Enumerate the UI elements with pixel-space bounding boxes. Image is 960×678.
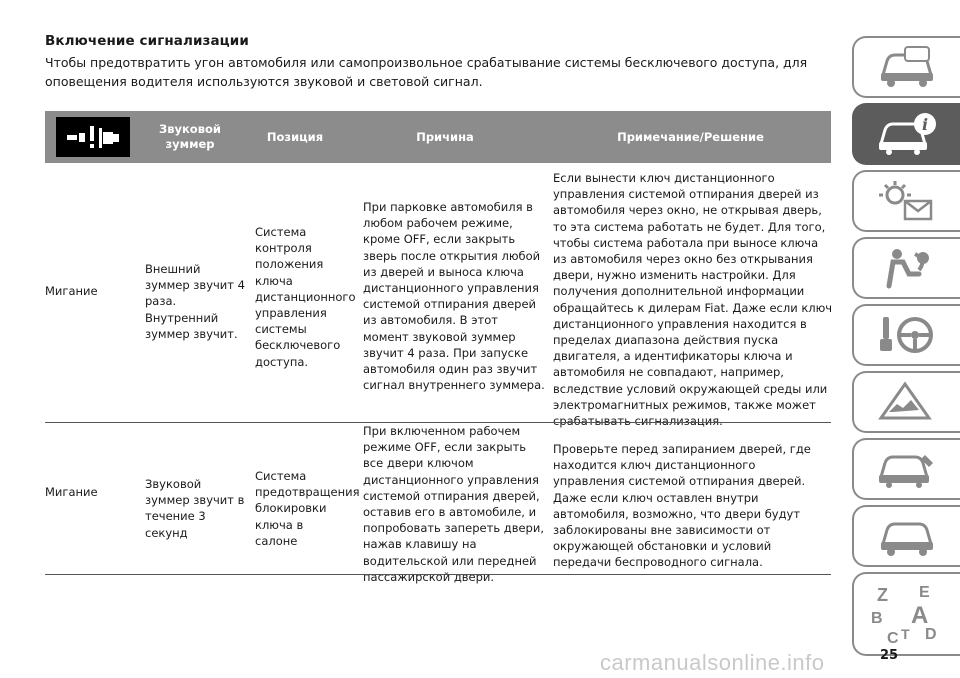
- table-row: [45, 166, 833, 429]
- car-dashboard-icon: [875, 45, 939, 89]
- index-letter: Z: [877, 585, 888, 605]
- page-title: Включение сигнализации: [45, 33, 249, 49]
- tab-car-dashboard[interactable]: [852, 36, 960, 98]
- tab-safety[interactable]: [852, 237, 960, 299]
- index-letter: T: [901, 626, 910, 642]
- col-header-position: Позиция: [266, 129, 324, 144]
- col-header-cause: Причина: [416, 129, 474, 144]
- emergency-triangle-icon: [875, 380, 939, 424]
- page-number: 25: [880, 648, 899, 663]
- buzzer-cell: Звуковой зуммер звучит в течение 3 секунд: [145, 477, 245, 540]
- seat-airbag-icon: [875, 246, 939, 290]
- car-maintenance-icon: [875, 447, 939, 491]
- car-info-icon: [875, 112, 939, 156]
- note-cell: Проверьте перед запиранием дверей, где находится ключ дистанционного управления системой отпирания дверей. Даже если ключ оставлен внутри автомобиля, возможно, что двери будут заблокированы вне зависимости от окружающей обстановки и условий передачи беспроводного сигнала.: [553, 442, 811, 570]
- note-cell: Если вынести ключ дистанционного управления системой отпирания дверей из автомобиля через окно, не открывая дверь, то эта система работать не будет. Для того, чтобы система работала при выносе ключа из автомобиля через окно без открывания двери, нужно изменить настройки. Для получения дополнительной информации обращайтесь к дилерам Fiat. Даже если ключ дистанционного управления находится в пределах диапазона действия пуска двигателя, а идентификаторы ключа и автомобиля не совпадают, например, вследствие условий окружающей среды или электромагнитных режимов, также может срабатывать сигнализация.: [553, 171, 833, 429]
- watermark: carmanualsonline.info: [600, 650, 825, 675]
- index-letter: E: [919, 584, 930, 601]
- tab-warning-lights[interactable]: [852, 170, 960, 232]
- position-cell: Система контроля положения ключа дистанционного управления системы бесключевого доступа.: [255, 225, 356, 369]
- index-letter: D: [925, 626, 937, 643]
- technical-data-icon: [875, 514, 939, 558]
- cause-cell: При парковке автомобиля в любом рабочем режиме, кроме OFF, если закрыть зверь после открытия любой из дверей и выноса ключа дистанционного управления системой отпирания дверей из автомобиля. В этот момент звуковой зуммер звучит 4 раза. При запуске автомобиля один раз звучит сигнал внутреннего зуммера.: [363, 200, 545, 393]
- tab-maintenance[interactable]: [852, 438, 960, 500]
- tab-technical-data[interactable]: [852, 505, 960, 567]
- buzzer-cell: Внешний зуммер звучит 4 раза. Внутренний зуммер звучит.: [145, 262, 245, 341]
- tab-index[interactable]: [852, 572, 960, 656]
- steering-wheel-key-icon: [875, 313, 939, 357]
- cause-cell: При включенном рабочем режиме OFF, если закрыть все двери ключом дистанционного управления системой отпирания дверей, оставив его в автомобиле, и попробовать запереть двери, нажав клавишу на водительской или передней пассажирской двери.: [363, 424, 544, 584]
- intro-paragraph: Чтобы предотвратить угон автомобиля или самопроизвольное срабатывание системы бесключевого доступа, для оповещения водителя используются звуковой и световой сигнал.: [45, 55, 808, 89]
- signal-cell: Мигание: [45, 485, 98, 499]
- table-header: [45, 111, 831, 163]
- tab-starting-driving[interactable]: [852, 304, 960, 366]
- index-letter: B: [871, 610, 883, 627]
- tab-car-info[interactable]: [852, 103, 960, 165]
- warning-lights-message-icon: [875, 179, 939, 223]
- table-bottom-rule: [45, 574, 831, 575]
- svg-text:i: i: [921, 115, 929, 134]
- col-header-note: Примечание/Решение: [617, 129, 764, 144]
- index-alphabet-icon: [867, 579, 947, 649]
- index-letter: A: [911, 602, 929, 629]
- warning-light-icon: [56, 117, 130, 157]
- tab-emergency[interactable]: [852, 371, 960, 433]
- col-header-buzzer: Звуковой зуммер: [159, 122, 221, 151]
- signal-cell: Мигание: [45, 284, 98, 298]
- table-row: [45, 424, 831, 584]
- position-cell: Система предотвращения блокировки ключа в салоне: [255, 469, 360, 548]
- chapter-sidebar: [852, 36, 960, 656]
- index-letter: C: [887, 630, 899, 647]
